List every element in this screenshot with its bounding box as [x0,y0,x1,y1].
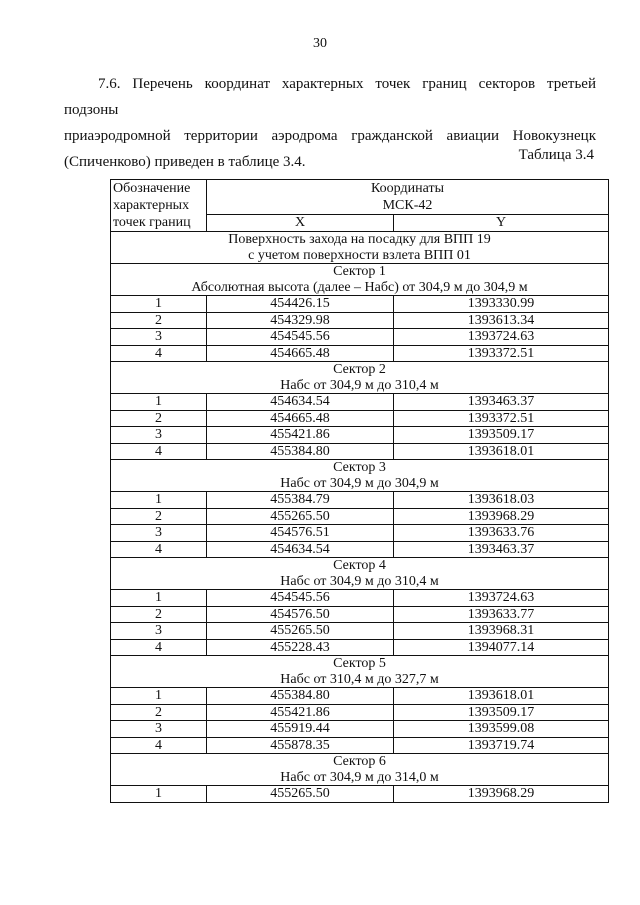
x-coordinate-cell: 454665.48 [207,410,394,427]
surface-description [111,232,609,264]
header-coordinates-line-1: Координаты [371,181,444,197]
sector-subtitle: Абсолютная высота (далее – Набс) от 304,9 м до 304,9 м [191,279,528,295]
table-row [111,394,609,411]
sector-title: Сектор 6 [333,754,386,769]
header-coordinates-line-2: МСК-42 [382,198,433,214]
x-coordinate-cell: 455228.43 [207,639,394,656]
sector-header [111,362,609,394]
x-coordinate-cell: 455384.80 [207,688,394,705]
sector-title: Сектор 1 [333,264,386,279]
sector-subtitle: Набс от 304,9 м до 310,4 м [280,377,439,393]
table-row [111,737,609,754]
sector-subtitle: Набс от 304,9 м до 314,0 м [280,769,439,785]
point-number-cell: 2 [111,508,207,525]
table-row [111,296,609,313]
header-x: X [207,215,394,232]
point-number-cell: 4 [111,737,207,754]
header-row [111,180,609,215]
x-coordinate-cell: 454545.56 [207,590,394,607]
point-number-cell: 1 [111,688,207,705]
y-coordinate-cell: 1393618.01 [394,688,609,705]
sector-subtitle: Набс от 304,9 м до 304,9 м [280,475,439,491]
x-coordinate-cell: 454426.15 [207,296,394,313]
table-row [111,508,609,525]
x-coordinate-cell: 455919.44 [207,721,394,738]
point-number-cell: 1 [111,786,207,803]
header-y: Y [394,215,609,232]
coordinates-table [110,179,609,803]
point-number-cell: 4 [111,541,207,558]
sector-header-row [111,460,609,492]
table-row [111,329,609,346]
y-coordinate-cell: 1393618.03 [394,492,609,509]
x-coordinate-cell: 454634.54 [207,394,394,411]
y-coordinate-cell: 1393719.74 [394,737,609,754]
y-coordinate-cell: 1393509.17 [394,427,609,444]
sector-title: Сектор 3 [333,460,386,475]
point-number-cell: 1 [111,296,207,313]
y-coordinate-cell: 1393724.63 [394,590,609,607]
sector-header [111,656,609,688]
point-number-cell: 2 [111,704,207,721]
surface-row [111,232,609,264]
x-coordinate-cell: 454634.54 [207,541,394,558]
table-row [111,606,609,623]
table-row [111,525,609,542]
table-row [111,688,609,705]
x-coordinate-cell: 455384.79 [207,492,394,509]
y-coordinate-cell: 1393724.63 [394,329,609,346]
table-row [111,541,609,558]
table-row [111,443,609,460]
point-number-cell: 3 [111,623,207,640]
intro-paragraph [64,71,596,175]
x-coordinate-cell: 455384.80 [207,443,394,460]
sector-header-row [111,362,609,394]
page-number: 30 [313,36,327,51]
table-row [111,492,609,509]
table-row [111,410,609,427]
x-coordinate-cell: 455265.50 [207,623,394,640]
point-number-cell: 3 [111,329,207,346]
sector-title: Сектор 2 [333,362,386,377]
point-number-cell: 4 [111,639,207,656]
header-coordinates [207,180,609,215]
y-coordinate-cell: 1393463.37 [394,394,609,411]
y-coordinate-cell: 1393372.51 [394,345,609,362]
surface-line-2: с учетом поверхности взлета ВПП 01 [248,247,471,263]
y-coordinate-cell: 1393330.99 [394,296,609,313]
point-number-cell: 4 [111,345,207,362]
point-number-cell: 1 [111,492,207,509]
sector-header-row [111,656,609,688]
sector-header [111,558,609,590]
x-coordinate-cell: 454665.48 [207,345,394,362]
paragraph-line-2: приаэродромной территории аэродрома гражданской авиации Новокузнецк [64,128,596,144]
y-coordinate-cell: 1393618.01 [394,443,609,460]
y-coordinate-cell: 1393968.29 [394,786,609,803]
table-row [111,721,609,738]
x-coordinate-cell: 455265.50 [207,786,394,803]
y-coordinate-cell: 1393509.17 [394,704,609,721]
point-number-cell: 3 [111,427,207,444]
table-row [111,427,609,444]
table-row [111,704,609,721]
sector-header-row [111,754,609,786]
table-row [111,786,609,803]
point-number-cell: 2 [111,606,207,623]
sector-header [111,460,609,492]
sector-header [111,264,609,296]
point-number-cell: 3 [111,525,207,542]
y-coordinate-cell: 1394077.14 [394,639,609,656]
point-number-cell: 2 [111,410,207,427]
sector-title: Сектор 5 [333,656,386,671]
y-coordinate-cell: 1393633.77 [394,606,609,623]
y-coordinate-cell: 1393463.37 [394,541,609,558]
sector-subtitle: Набс от 310,4 м до 327,7 м [280,671,439,687]
table-row [111,590,609,607]
point-number-cell: 1 [111,394,207,411]
header-point-line-1: Обозначение [113,181,191,196]
x-coordinate-cell: 454329.98 [207,312,394,329]
sector-header-row [111,264,609,296]
paragraph-line-3: (Спиченково) приведен в таблице 3.4. [64,154,306,170]
x-coordinate-cell: 455265.50 [207,508,394,525]
table-caption: Таблица 3.4 [518,147,594,163]
sector-subtitle: Набс от 304,9 м до 310,4 м [280,573,439,589]
point-number-cell: 3 [111,721,207,738]
x-coordinate-cell: 454576.50 [207,606,394,623]
x-coordinate-cell: 454576.51 [207,525,394,542]
x-coordinate-cell: 455878.35 [207,737,394,754]
header-point-label [111,180,207,232]
y-coordinate-cell: 1393633.76 [394,525,609,542]
point-number-cell: 2 [111,312,207,329]
point-number-cell: 4 [111,443,207,460]
sector-title: Сектор 4 [333,558,386,573]
y-coordinate-cell: 1393968.31 [394,623,609,640]
surface-line-1: Поверхность захода на посадку для ВПП 19 [228,232,491,247]
table-row [111,312,609,329]
header-point-line-3: точек границ [113,215,191,230]
header-point-line-2: характерных [113,198,190,213]
y-coordinate-cell: 1393372.51 [394,410,609,427]
x-coordinate-cell: 455421.86 [207,704,394,721]
x-coordinate-cell: 455421.86 [207,427,394,444]
x-coordinate-cell: 454545.56 [207,329,394,346]
sector-header-row [111,558,609,590]
table-row [111,345,609,362]
sector-header [111,754,609,786]
y-coordinate-cell: 1393599.08 [394,721,609,738]
paragraph-line-1: 7.6. Перечень координат характерных точек границ секторов третьей подзоны [64,76,596,118]
y-coordinate-cell: 1393613.34 [394,312,609,329]
point-number-cell: 1 [111,590,207,607]
table-row [111,639,609,656]
y-coordinate-cell: 1393968.29 [394,508,609,525]
table-row [111,623,609,640]
